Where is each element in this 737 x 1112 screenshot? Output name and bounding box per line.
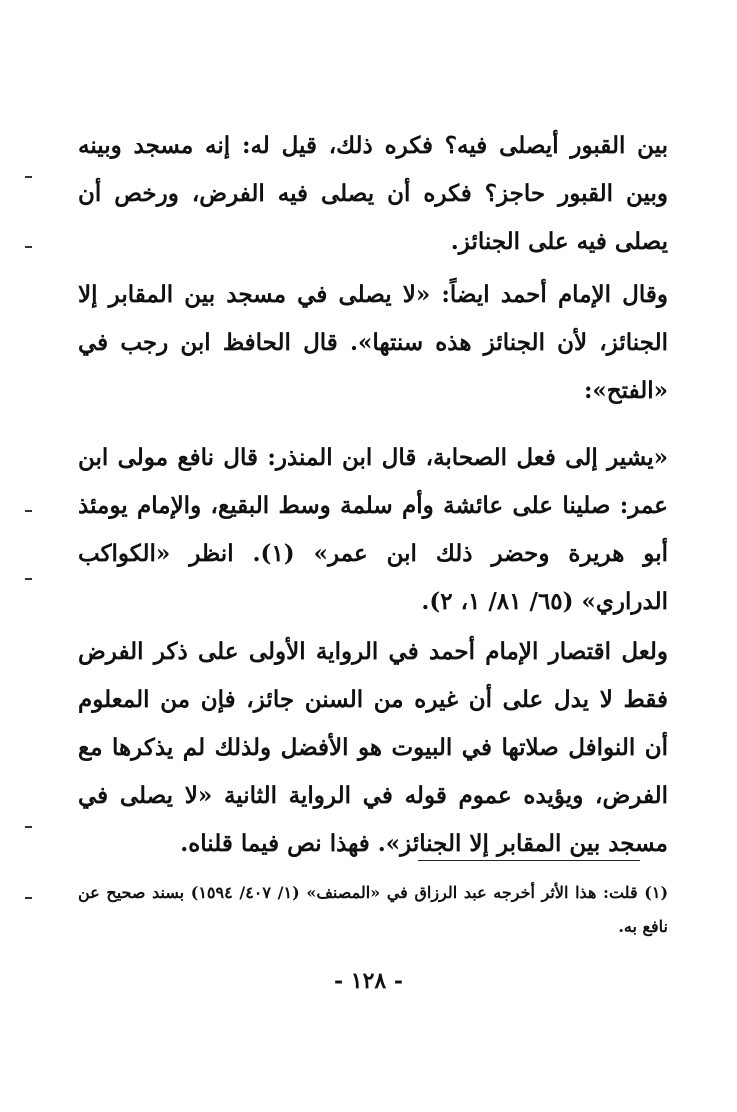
scan-mark <box>25 826 32 828</box>
scan-mark <box>25 578 32 580</box>
paragraph-text: «يشير إلى فعل الصحابة، قال ابن المنذر: قال نافع مولى ابن عمر: صلينا على عائشة وأم سلمة وسط البقيع، والإمام يومئذ أبو هريرة وحضر ذلك ابن عمر» (١). انظر «الكواكب الدراري» (٦٥/ ٨١/ ١، ٢). <box>78 444 668 615</box>
page-number: - ١٢٨ - <box>333 968 404 994</box>
scan-mark <box>25 510 32 512</box>
paragraph-text: وقال الإمام أحمد ايضاً: «لا يصلى في مسجد بين المقابر إلا الجنائز، لأن الجنائز هذه سنتها». قال الحافظ ابن رجب في «الفتح»: <box>78 281 668 404</box>
paragraph-2 <box>78 271 668 415</box>
paragraph-text: بين القبور أيصلى فيه؟ فكره ذلك، قيل له: إنه مسجد وبينه وبين القبور حاجز؟ فكره أن يصلى فيه الفرض، ورخص أن يصلى فيه على الجنائز. <box>78 132 668 255</box>
paragraph-3 <box>78 434 668 626</box>
footnote <box>78 876 668 944</box>
scan-mark <box>25 897 32 899</box>
paragraph-1 <box>78 122 668 266</box>
scan-mark <box>25 176 32 178</box>
paragraph-text: ولعل اقتصار الإمام أحمد في الرواية الأولى على ذكر الفرض فقط لا يدل على أن غيره من السنن جائز، فإن من المعلوم أن النوافل صلاتها في البيوت هو الأفضل ولذلك لم يذكرها مع الفرض، ويؤيده عموم قوله في الرواية الثانية «لا يصلى في مسجد بين المقابر إلا الجنائز». فهذا نص فيما قلناه. <box>78 638 668 857</box>
scan-mark <box>25 246 32 248</box>
footnote-text: (١) قلت: هذا الأثر أخرجه عبد الرزاق في «المصنف» (١/ ٤٠٧/ ١٥٩٤) بسند صحيح عن نافع به. <box>78 883 669 936</box>
paragraph-4 <box>78 628 668 868</box>
footnote-divider <box>418 860 640 861</box>
